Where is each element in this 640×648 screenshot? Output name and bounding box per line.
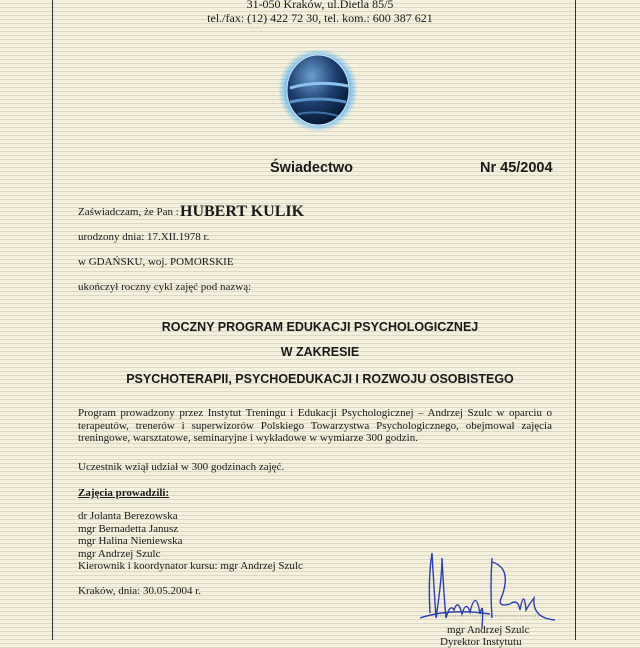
birth-place: w GDAŃSKU, woj. POMORSKIE xyxy=(78,256,234,268)
address: 31-050 Kraków, ul.Dietla 85/5 xyxy=(246,0,394,11)
program-line-3: PSYCHOTERAPII, PSYCHOEDUKACJI I ROZWOJU OSOBISTEGO xyxy=(126,372,514,386)
certificate-title: Świadectwo xyxy=(270,160,353,176)
course-coordinator: Kierownik i koordynator kursu: mgr Andrzej Szulc xyxy=(78,560,303,572)
signatory-role: Dyrektor Instytutu xyxy=(440,636,522,648)
right-border xyxy=(575,0,576,640)
program-line-2: W ZAKRESIE xyxy=(280,345,360,359)
globe-logo-icon xyxy=(278,50,358,150)
instructor: mgr Halina Nieniewska xyxy=(78,535,183,547)
instructor: mgr Bernadetta Janusz xyxy=(78,522,179,535)
completed-text: ukończył roczny cykl zajęć pod nazwą: xyxy=(78,281,252,293)
instructors-heading: Zajęcia prowadzili: xyxy=(78,487,170,499)
program-description: Program prowadzony przez Instytut Treningu i Edukacji Psychologicznej – Andrzej Szulc w oparciu o terapeutów, trenerów i superwizorów Polskiego Towarzystwa Psychologicznego, obejmował zajęcia treningowe, warsztatowe, seminaryjne i wykładowe w wymiarze 300 godzin. xyxy=(78,407,552,444)
participation: Uczestnik wziął udział w 300 godzinach zajęć. xyxy=(78,461,285,473)
program-line-1: ROCZNY PROGRAM EDUKACJI PSYCHOLOGICZNEJ xyxy=(161,320,479,334)
issue-date: Kraków, dnia: 30.05.2004 r. xyxy=(78,585,202,597)
instructor: mgr Andrzej Szulc xyxy=(78,547,161,560)
signature-image xyxy=(420,548,560,630)
intro-text: Zaświadczam, że Pan : xyxy=(78,206,179,218)
left-border xyxy=(52,0,53,640)
recipient-name: HUBERT KULIK xyxy=(180,203,305,220)
phone: tel./fax: (12) 422 72 30, tel. kom.: 600 387 621 xyxy=(207,11,433,25)
birth-date: urodzony dnia: 17.XII.1978 r. xyxy=(78,231,210,243)
instructor: dr Jolanta Berezowska xyxy=(78,510,178,522)
certificate-number: Nr 45/2004 xyxy=(480,160,553,176)
signatory-name: mgr Andrzej Szulc xyxy=(447,624,530,636)
